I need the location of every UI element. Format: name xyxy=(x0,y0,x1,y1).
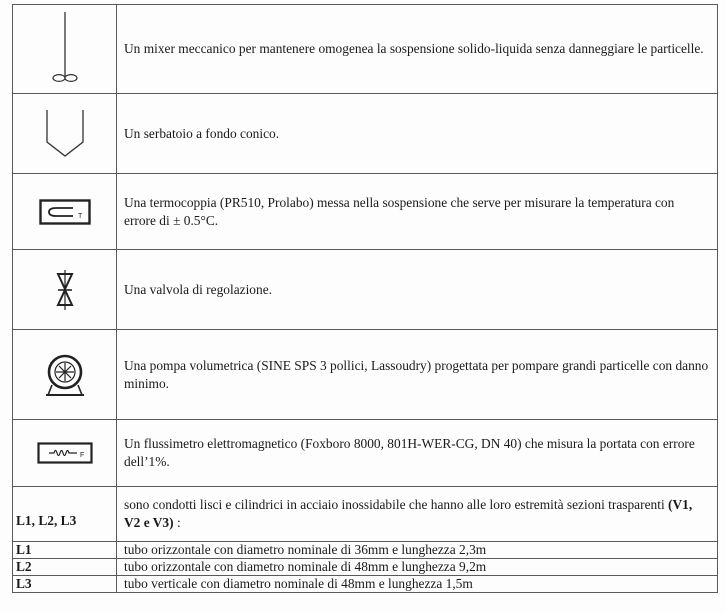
duct-codes: L1, L2, L3 xyxy=(13,487,117,542)
pipe-code: L1 xyxy=(13,542,117,559)
thermocouple-icon xyxy=(39,199,91,225)
symbol-cell xyxy=(13,250,117,330)
description-cell: Un flussimetro elettromagnetico (Foxboro 8000, 801H-WER-CG, DN 40) che misura la portata con errore dell’1%. xyxy=(117,420,718,487)
flowmeter-letter: F xyxy=(79,452,84,459)
pipe-description: tubo verticale con diametro nominale di 48mm e lunghezza 1,5m xyxy=(117,576,718,593)
pipe-code: L2 xyxy=(13,559,117,576)
legend-row-thermocouple xyxy=(13,174,718,250)
duct-description-text: sono condotti lisci e cilindrici in acciaio inossidabile che hanno alle loro estremità sezioni trasparenti xyxy=(124,497,669,512)
legend-row-pump xyxy=(13,330,718,420)
legend-row-ducts xyxy=(13,487,718,542)
pipe-code: L3 xyxy=(13,576,117,593)
duct-description xyxy=(117,487,718,542)
mixer-icon xyxy=(45,10,85,88)
description-cell: Un mixer meccanico per mantenere omogenea la sospensione solido-liquida senza danneggiare le particelle. xyxy=(117,5,718,94)
transparent-sections-labels: (V1, V2 e V3) xyxy=(124,497,693,530)
legend-row-flowmeter xyxy=(13,420,718,487)
equipment-legend-table xyxy=(12,4,718,593)
pipe-description: tubo orizzontale con diametro nominale di 48mm e lunghezza 9,2m xyxy=(117,559,718,576)
volumetric-pump-icon xyxy=(42,352,88,398)
symbol-cell xyxy=(13,174,117,250)
pipe-row-l3 xyxy=(13,576,718,593)
description-cell: Un serbatoio a fondo conico. xyxy=(117,94,718,174)
symbol-cell xyxy=(13,330,117,420)
pipe-row-l1 xyxy=(13,542,718,559)
legend-row-mixer xyxy=(13,5,718,94)
pipe-row-l2 xyxy=(13,559,718,576)
electromagnetic-flowmeter-icon xyxy=(37,442,93,464)
thermocouple-letter: T xyxy=(77,212,82,220)
legend-row-tank xyxy=(13,94,718,174)
description-cell: Una valvola di regolazione. xyxy=(117,250,718,330)
symbol-cell xyxy=(13,94,117,174)
conical-tank-icon xyxy=(43,108,87,160)
legend-row-valve xyxy=(13,250,718,330)
symbol-cell xyxy=(13,5,117,94)
description-cell: Una termocoppia (PR510, Prolabo) messa nella sospensione che serve per misurare la temperatura con errore di ± 0.5°C. xyxy=(117,174,718,250)
control-valve-icon xyxy=(55,269,75,311)
description-cell: Una pompa volumetrica (SINE SPS 3 pollici, Lassoudry) progettata per pompare grandi particelle con danno minimo. xyxy=(117,330,718,420)
pipe-description: tubo orizzontale con diametro nominale di 36mm e lunghezza 2,3m xyxy=(117,542,718,559)
symbol-cell xyxy=(13,420,117,487)
duct-description-suffix: : xyxy=(173,515,181,530)
